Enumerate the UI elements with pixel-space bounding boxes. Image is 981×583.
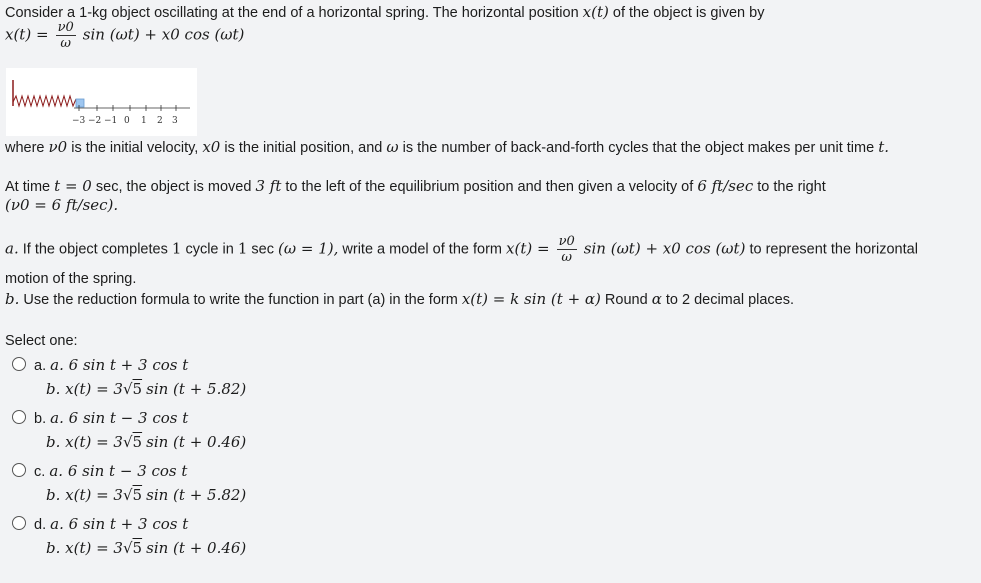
part-a-prompt: a. If the object completes 1 cycle in 1 sec (ω = 1), write a model of the form x(t) = $\frac{\nu 0}{\omega}$ sin (ωt) + x0 cos (ωt) to represent the horizontal xyxy=(5,234,918,265)
v0-over-omega-fraction: $\frac{\nu 0}{\omega}$ xyxy=(558,234,575,265)
tick-label: 0 xyxy=(124,116,130,126)
question-intro: Consider a 1-kg object oscillating at the end of a horizontal spring. The horizontal position x(t) of the object is given by xyxy=(5,3,765,21)
sqrt-sign: √ xyxy=(122,486,133,504)
option-a[interactable]: a. a. 6 sin t + 3 cos t xyxy=(12,356,188,374)
tick-label: 2 xyxy=(157,116,163,126)
scenario-initial-velocity: (ν0 = 6 ft/sec). xyxy=(5,196,119,214)
radio-option-d[interactable] xyxy=(12,516,26,530)
v0-over-omega-fraction: $\frac{\nu 0}{\omega}$ xyxy=(57,20,74,51)
sqrt-sign: √ xyxy=(122,433,133,451)
option-c-part-b: b. x(t) = 3√5 sin (t + 5.82) xyxy=(46,486,247,504)
option-d-part-b: b. x(t) = 3√5 sin (t + 0.46) xyxy=(46,539,247,557)
scenario-text: At time t = 0 sec, the object is moved 3 ft to the left of the equilibrium position and then given a velocity of 6 ft/sec to the right xyxy=(5,177,826,195)
spring-coil xyxy=(13,96,76,106)
position-formula: x(t) = $\frac{\nu 0}{\omega}$ sin (ωt) + x0 cos (ωt) xyxy=(5,20,245,51)
option-a-part-b: b. x(t) = 3√5 sin (t + 5.82) xyxy=(46,380,247,398)
radio-option-c[interactable] xyxy=(12,463,26,477)
option-d[interactable]: d. a. 6 sin t + 3 cos t xyxy=(12,515,188,533)
sqrt-sign: √ xyxy=(122,539,133,557)
variable-definitions: where ν0 is the initial velocity, x0 is the initial position, and ω is the number of back-and-forth cycles that the object makes per unit time t. xyxy=(5,138,889,156)
tick-label: −1 xyxy=(104,116,118,126)
radio-option-a[interactable] xyxy=(12,357,26,371)
tick-label: −2 xyxy=(88,116,102,126)
option-c[interactable]: c. a. 6 sin t − 3 cos t xyxy=(12,462,187,480)
part-a-prompt-cont: motion of the spring. xyxy=(5,271,137,287)
mass-block xyxy=(76,99,84,107)
option-b-part-b: b. x(t) = 3√5 sin (t + 0.46) xyxy=(46,433,247,451)
spring-figure xyxy=(6,68,197,136)
spring-diagram xyxy=(6,68,197,136)
option-b[interactable]: b. a. 6 sin t − 3 cos t xyxy=(12,409,188,427)
tick-label: 1 xyxy=(141,116,147,126)
radio-option-b[interactable] xyxy=(12,410,26,424)
select-one-label: Select one: xyxy=(5,333,78,349)
sqrt-sign: √ xyxy=(122,380,133,398)
part-b-prompt: b. Use the reduction formula to write the function in part (a) in the form x(t) = k sin (t + α) Round α to 2 decimal places. xyxy=(5,290,795,308)
tick-label: −3 xyxy=(72,116,86,126)
tick-label: 3 xyxy=(172,116,178,126)
